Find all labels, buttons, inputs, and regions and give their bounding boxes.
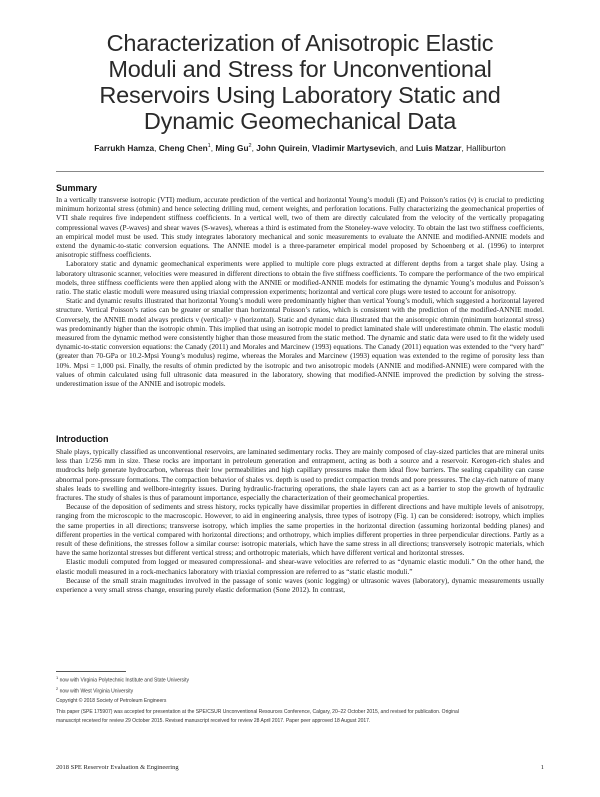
publication-note: This paper (SPE 175907) was accepted for presentation at the SPE/CSUR Unconventional Resources Conference, Calgary, 20–22 October 2015, and revised for publication. Original (56, 709, 459, 716)
footnote-text: now with West Virginia University (59, 689, 134, 696)
summary-paragraph: In a vertically transverse isotropic (VTI) medium, accurate prediction of the vertical and horizontal Young’s moduli (E) and Poisson’s ratios (ν) is crucial to predicting minimum horizontal stress (σhmin) and hence selecting drilling mud, cement weights, and perforation locations. Fully characterizing the geomechanical properties of VTI shale requires five independent stiffness coefficients. In a vertical well, two of them are directly calculated from the velocity of the vertically propagating compressional waves (P-waves) and shear waves (S-waves), whereas a third is estimated from the Stoneley-wave velocity. To obtain the last two stiffness coefficients, an empirical model must be used. This study integrates laboratory mechanical and sonic measurements to evaluate the ANNIE and modified-ANNIE models and extend the dynamic-to-static conversion equations. The ANNIE model is a three-parameter empirical model proposed by Schoenberg et al. (1996) to interpret anisotropic stiffness coefficients. (56, 196, 544, 260)
author-name: John Quirein (256, 143, 308, 153)
title-line: Dynamic Geomechanical Data (143, 108, 457, 134)
publication-note: manuscript received for review 29 October 2015. Revised manuscript received for review 28 April 2017. Paper peer approved 18 August 2017. (56, 718, 371, 725)
author-line: Farrukh Hamza, Cheng Chen$^1$, Ming Gu$^2$, John Quirein, Vladimir Martysevich, and Luis Matzar, Halliburton (94, 143, 506, 153)
summary-paragraph: Static and dynamic results illustrated that horizontal Young’s moduli were predominantly higher than vertical Young’s moduli, which suggested a horizontal layered structure. Vertical Poisson’s ratios can be greater or smaller than horizontal Poisson’s ratios, which is consistent with the prediction of the modified-ANNIE model. Conversely, the ANNIE model always predicts ν (vertical)> ν (horizontal). Static and dynamic data illustrated that the anisotropic σhmin (minimum horizontal stress) was predominantly higher than the isotropic σhmin. This implied that using an isotropic model to predict laminated shale will underestimate σhmin. The elastic moduli measured from the dynamic method were consistently higher than those measured from the static method. The dynamic and static data were used to fit the widely used dynamic-to-static conversion equations: the Canady (2011) and Morales and Marcinew (1993) equations. The Canady (2011) equation was extended to the “very hard” (greater than 70-GPa or 10.2-Mpsi Young’s modulus) regime, whereas the Morales and Marcinew (1993) equation was extended to the regime of porosity less than 10%. Mpsi = 1,000 psi. Finally, the results of σhmin predicted by the isotropic and two anisotropic models (ANNIE and modified-ANNIE) were compared with the values of σhmin calculated using full ultrasonic data measured in the laboratory, showing that modified-ANNIE improved the prediction by solving the stress-underestimation issue of the ANNIE and isotropic models. (56, 297, 544, 389)
copyright-note: Copyright © 2018 Society of Petroleum Engineers (56, 697, 167, 704)
footnotes (56, 674, 544, 726)
footnote (56, 685, 544, 696)
author-name: Farrukh Hamza (94, 143, 155, 153)
section-divider (56, 171, 544, 172)
author-name: Ming Gu (215, 143, 249, 153)
title-line: Moduli and Stress for Unconventional (108, 56, 492, 82)
intro-paragraph: Elastic moduli computed from logged or measured compressional- and shear-wave velocities are referred to as “dynamic elastic moduli.” On the other hand, the elastic moduli measured in a rock-mechanics laboratory with triaxial compression are referred to as “static elastic moduli.” (56, 558, 544, 576)
intro-paragraph: Because of the deposition of sediments and stress history, rocks typically have dissimilar properties in different directions and have multiple levels of anisotropy, ranging from the microscopic to the macroscopic. However, to aid in engineering analysis, three types of isotropy (Fig. 1) can be considered: isotropy, which implies the same properties in all directions; transverse isotropy, which implies the same properties in the horizontal direction (assuming horizontal bedding planes) and different properties in the vertical compared with horizontal directions; and orthotropy, which implies different properties in three perpendicular directions. Partly as a result of these definitions, the stresses follow a similar course: isotropic materials, which have the same stress in all directions; transversely isotropic materials, which have the same horizontal stresses but different vertical stress; and orthotropic materials, which have different vertical and horizontal stresses. (56, 503, 544, 558)
author-affiliation: Halliburton (466, 143, 506, 153)
introduction-heading: Introduction (56, 434, 109, 444)
footnote-text: now with Virginia Polytechnic Institute and State University (59, 677, 190, 684)
journal-footer: 2018 SPE Reservoir Evaluation & Engineering (56, 764, 179, 771)
author-affil-mark: 2 (248, 143, 252, 150)
paper-title (40, 30, 560, 134)
summary-heading: Summary (56, 183, 98, 193)
introduction-body (56, 448, 544, 595)
title-line: Characterization of Anisotropic Elastic (106, 30, 494, 56)
author-name: Vladimir Martysevich (312, 143, 396, 153)
footnote-mark: 1 (56, 675, 59, 680)
intro-paragraph: Because of the small strain magnitudes involved in the passage of sonic waves (sonic logging) or ultrasonic waves (laboratory), dynamic measurements usually experience a very small stress change, ensuring purely elastic deformation (Sone 2012). In contrast, (56, 576, 544, 595)
author-name: Cheng Chen (158, 143, 208, 153)
footnote-divider (56, 671, 126, 672)
author-conjunction: and (399, 143, 414, 153)
summary-paragraph: Laboratory static and dynamic geomechanical experiments were applied to multiple core plugs extracted at different depths from a target shale play. Using a laboratory ultrasonic scanner, velocities were measured in different directions to obtain the five stiffness coefficients. To compare the performance of the two empirical models, three stiffness coefficients were then applied along with the ANNIE or modified-ANNIE models for estimating the dynamic Young’s modulus and Poisson’s ratio. The static elastic moduli were measured using triaxial compression experiments; horizontal and vertical core plugs were tested to account for anisotropy. (56, 260, 544, 297)
summary-body (56, 196, 544, 389)
page-number: 1 (540, 764, 544, 771)
title-line: Reservoirs Using Laboratory Static and (99, 82, 501, 108)
footnote-mark: 2 (56, 686, 59, 692)
footnote (56, 674, 544, 685)
author-name: Luis Matzar (415, 143, 462, 153)
intro-paragraph: Shale plays, typically classified as unconventional reservoirs, are laminated sedimentary rocks. They are mainly composed of clay-sized particles that are mineral units less than 1/256 mm in size. These rocks are important in petroleum generation and entrapment, acting as both a source and a reservoir. Kerogen-rich shales and mudrocks help generate hydrocarbon, whereas their low permeabilities and high capillary pressures make them ideal flow barriers. The sealing capability can cause abnormal pore-pressure formations. The compaction behavior of shales vs. depth is used to predict compaction trends and pore pressures. The clay-rich nature of many shales leads to swelling and wellbore-integrity issues. During hydraulic-fracturing operations, the shale layers can act as a barrier to stop the growth of hydraulic fractures. The study of shales is thus of paramount importance, especially the characterization of their geomechanical properties. (56, 448, 544, 503)
author-affil-mark: 1 (207, 143, 211, 150)
